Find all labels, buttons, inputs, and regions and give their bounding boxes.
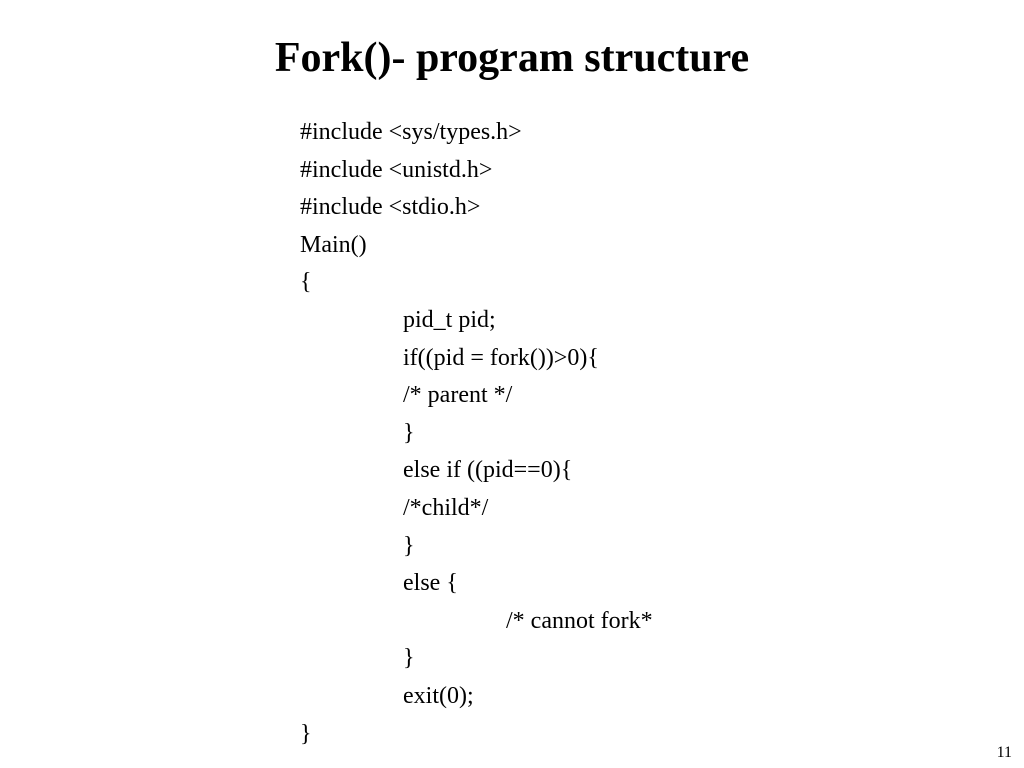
code-line-pid-declaration: pid_t pid; xyxy=(403,306,496,333)
slide-title: Fork()- program structure xyxy=(274,35,750,81)
code-line-if-fork: if((pid = fork())>0){ xyxy=(403,344,599,371)
code-line-cannot-fork-comment: /* cannot fork* xyxy=(506,607,653,634)
code-line-parent-comment: /* parent */ xyxy=(403,382,513,409)
code-line-else-if: else if ((pid==0){ xyxy=(403,457,573,484)
slide-number: 11 xyxy=(996,744,1012,761)
code-line-include-stdio: #include <stdio.h> xyxy=(300,194,481,221)
code-line-open-brace: { xyxy=(300,269,312,296)
code-line-exit: exit(0); xyxy=(403,682,474,709)
code-line-close-brace-main: } xyxy=(300,720,312,747)
code-line-close-brace-if: } xyxy=(403,419,415,446)
code-line-child-comment: /*child*/ xyxy=(403,494,489,521)
code-line-close-brace-else-if: } xyxy=(403,532,415,559)
code-line-else: else { xyxy=(403,570,458,597)
code-line-include-sys-types: #include <sys/types.h> xyxy=(300,119,522,145)
code-line-main: Main() xyxy=(300,231,367,258)
code-listing xyxy=(300,114,920,753)
code-line-include-unistd: #include <unistd.h> xyxy=(300,156,493,183)
code-line-close-brace-else: } xyxy=(403,645,415,672)
